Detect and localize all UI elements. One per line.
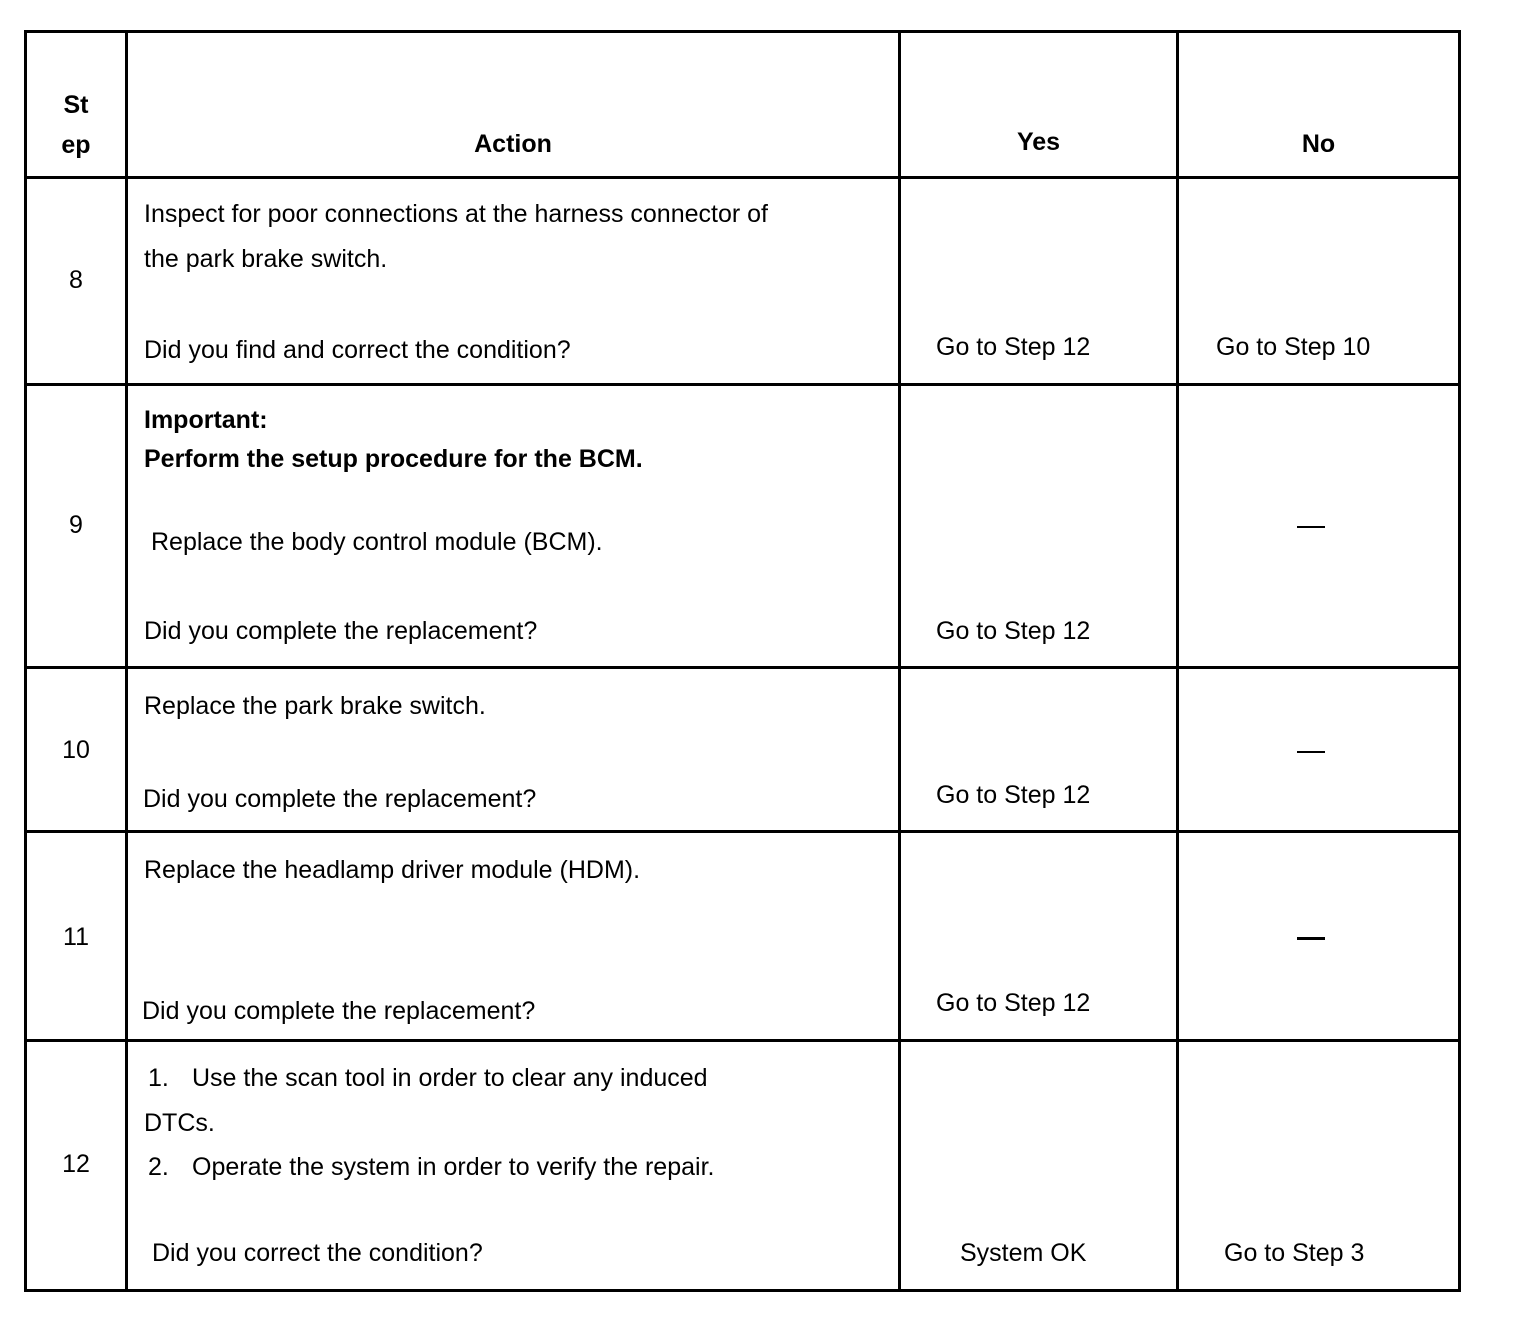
row-divider — [24, 830, 1461, 833]
row-divider — [24, 383, 1461, 386]
important-label: Important: — [144, 406, 268, 434]
step-number: 9 — [69, 511, 83, 539]
action-text: the park brake switch. — [144, 245, 388, 273]
action-text: Replace the body control module (BCM). — [151, 528, 603, 556]
no-result-dash — [1297, 751, 1325, 753]
question-text: Did you find and correct the condition? — [144, 336, 571, 364]
diagnostic-table — [24, 30, 1461, 1292]
header-step-line1: St — [63, 91, 89, 119]
yes-result: Go to Step 12 — [936, 781, 1091, 809]
table-border-left — [24, 30, 27, 1292]
step-number: 10 — [62, 736, 90, 764]
table-border-bottom — [24, 1289, 1461, 1292]
header-step-line2: ep — [61, 131, 91, 159]
yes-result: System OK — [960, 1239, 1087, 1267]
column-divider — [1176, 30, 1179, 1292]
header-action: Action — [474, 130, 552, 158]
list-item-text: Operate the system in order to verify the repair. — [192, 1153, 715, 1181]
header-divider — [24, 176, 1461, 179]
row-divider — [24, 666, 1461, 669]
question-text: Did you complete the replacement? — [143, 785, 537, 813]
list-number: 2. — [148, 1153, 169, 1181]
yes-result: Go to Step 12 — [936, 989, 1091, 1017]
header-step — [27, 90, 125, 160]
no-result: Go to Step 10 — [1216, 333, 1371, 361]
action-text: Replace the park brake switch. — [144, 692, 486, 720]
column-divider — [125, 30, 128, 1292]
action-text: Inspect for poor connections at the harness connector of — [144, 200, 768, 228]
question-text: Did you complete the replacement? — [142, 997, 536, 1025]
yes-result: Go to Step 12 — [936, 617, 1091, 645]
header-yes: Yes — [1016, 128, 1061, 156]
list-number: 1. — [148, 1064, 169, 1092]
important-text: Perform the setup procedure for the BCM. — [144, 445, 643, 473]
no-result: Go to Step 3 — [1224, 1239, 1365, 1267]
list-item-text: Use the scan tool in order to clear any induced — [192, 1064, 708, 1092]
row-divider — [24, 1039, 1461, 1042]
question-text: Did you correct the condition? — [152, 1239, 483, 1267]
step-number: 8 — [69, 266, 83, 294]
column-divider — [898, 30, 901, 1292]
action-text: Replace the headlamp driver module (HDM). — [144, 856, 641, 884]
list-item-text: DTCs. — [144, 1109, 215, 1137]
table-border-right — [1458, 30, 1461, 1292]
step-number: 11 — [63, 923, 89, 951]
no-result-dash — [1297, 526, 1325, 528]
yes-result: Go to Step 12 — [936, 333, 1091, 361]
header-no: No — [1301, 130, 1336, 158]
table-border-top — [24, 30, 1461, 33]
question-text: Did you complete the replacement? — [144, 617, 538, 645]
no-result-dash — [1297, 937, 1325, 940]
step-number: 12 — [62, 1150, 90, 1178]
